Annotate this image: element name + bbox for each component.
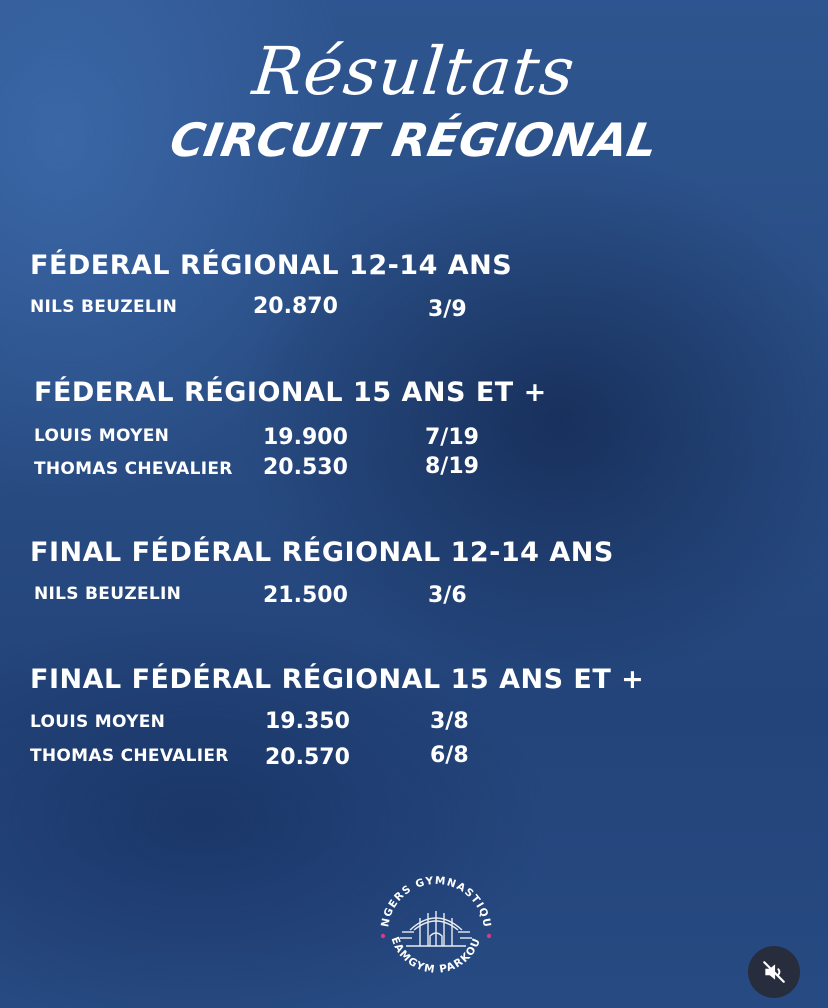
athlete-rank: 8/19 (425, 454, 479, 479)
athlete-name: LOUIS MOYEN (30, 712, 166, 732)
athlete-score: 20.570 (265, 745, 350, 770)
section-title: FÉDERAL RÉGIONAL 12-14 ANS (30, 250, 513, 281)
athlete-rank: 7/19 (425, 425, 479, 450)
athlete-score: 20.530 (263, 455, 348, 480)
athlete-name: LOUIS MOYEN (34, 426, 170, 446)
svg-text:TEAMGYM PARKOUR: EAMGYM PARKOU (388, 935, 484, 976)
athlete-score: 19.350 (265, 709, 350, 734)
athlete-score: 20.870 (253, 294, 338, 319)
athlete-name: NILS BEUZELIN (30, 297, 178, 317)
title-script: Résultats (249, 33, 579, 110)
athlete-rank: 6/8 (430, 743, 469, 768)
stadium-icon (400, 911, 472, 946)
section-title: FÉDERAL RÉGIONAL 15 ANS ET + (34, 377, 547, 408)
athlete-score: 19.900 (263, 425, 348, 450)
section-title: FINAL FÉDÉRAL RÉGIONAL 15 ANS ET + (30, 664, 645, 695)
athlete-name: NILS BEUZELIN (34, 584, 182, 604)
athlete-rank: 3/6 (428, 583, 467, 608)
athlete-name: THOMAS CHEVALIER (30, 746, 229, 766)
athlete-score: 21.500 (263, 583, 348, 608)
club-logo-emblem (374, 866, 498, 990)
mute-button[interactable] (748, 946, 800, 998)
title-main: CIRCUIT RÉGIONAL (166, 113, 662, 167)
athlete-name: THOMAS CHEVALIER (34, 459, 233, 479)
athlete-rank: 3/8 (430, 709, 469, 734)
athlete-rank: 3/9 (428, 297, 467, 322)
club-logo (374, 866, 498, 990)
section-title: FINAL FÉDÉRAL RÉGIONAL 12-14 ANS (30, 537, 614, 568)
svg-text:ANGERS GYMNASTIQUE: NGERS GYMNASTIQU (379, 874, 493, 930)
speaker-muted-icon (761, 959, 787, 985)
